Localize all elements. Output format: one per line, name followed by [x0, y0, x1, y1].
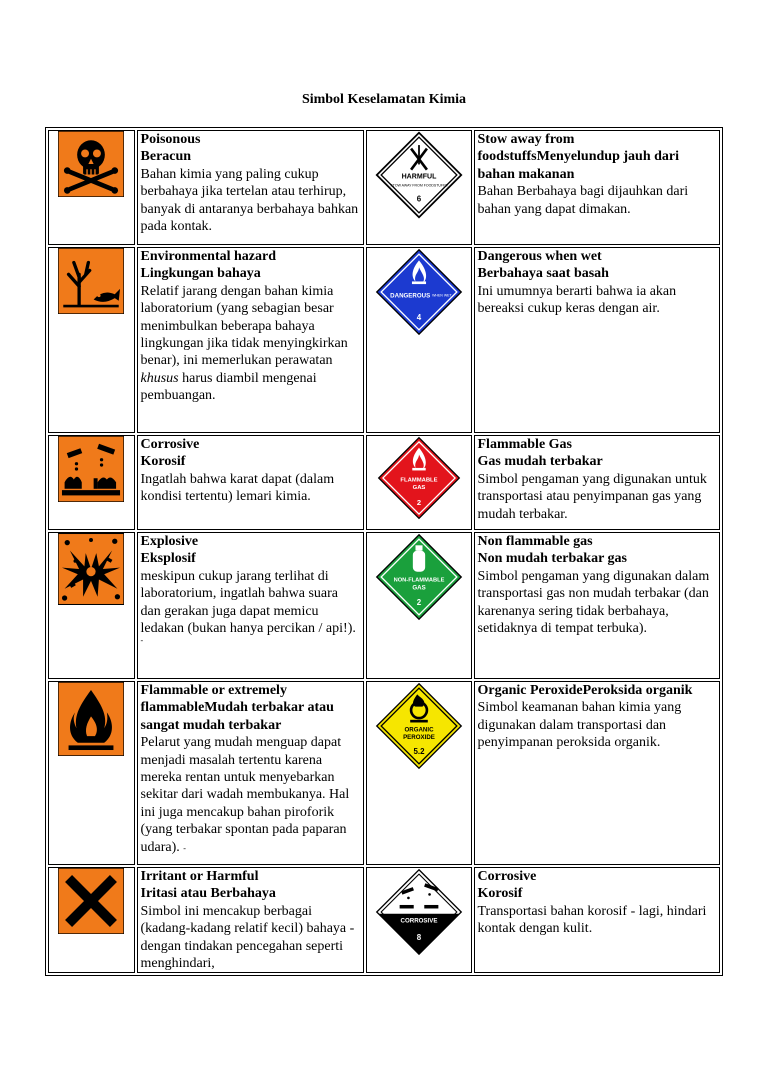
symbol-description: Bahan Berbahaya bagi dijauhkan dari bahan yang dapat dimakan. — [477, 184, 689, 217]
non-flammable-gas-symbol-cell — [366, 532, 472, 679]
diamond-label: HARMFUL — [401, 173, 437, 181]
symbol-name-en: Environmental hazard — [140, 249, 276, 264]
symbol-name-id: Eksplosif — [140, 551, 196, 567]
symbol-name-en: Non flammable gas — [477, 534, 593, 549]
corrosive-text-cell — [137, 435, 364, 530]
dangerous-when-wet-diamond-icon — [375, 248, 463, 336]
flame-icon — [58, 682, 124, 756]
symbol-description: Bahan kimia yang paling cukup berbahaya jika tertelan atau terhirup, banyak di antaranya berbahaya bahkan pada kontak. — [140, 166, 359, 235]
diamond-class-number: 2 — [416, 598, 421, 608]
symbol-description: Transportasi bahan korosif - lagi, hindari kontak dengan kulit. — [477, 903, 707, 937]
environmental-hazard-icon — [58, 248, 124, 314]
table-row — [48, 247, 720, 433]
symbol-name-id: Korosif — [477, 886, 523, 902]
flammable-gas-symbol-cell — [366, 435, 472, 530]
flammable-gas-diamond-icon — [377, 436, 461, 520]
symbol-name-en: Corrosive — [477, 869, 537, 884]
corrosive-transport-text-cell — [474, 867, 721, 973]
diamond-sublabel: PEROXIDE — [402, 734, 435, 742]
diamond-class-number: 4 — [416, 313, 421, 323]
trailing-mark: - — [183, 843, 186, 853]
diamond-label: ORGANIC — [404, 726, 434, 734]
non-flammable-gas-text-cell — [474, 532, 721, 679]
stow-away-text-cell — [474, 130, 721, 245]
organic-peroxide-diamond-icon — [375, 682, 463, 770]
corrosive-symbol-cell — [48, 435, 135, 530]
page-title: Simbol Keselamatan Kimia — [301, 92, 467, 107]
symbol-description: Simbol keamanan bahan kimia yang digunakan dalam transportasi dan penyimpanan peroksida organik. — [477, 700, 682, 751]
table-row — [48, 867, 720, 973]
non-flammable-gas-diamond-icon — [375, 533, 463, 621]
organic-peroxide-text-cell — [474, 681, 721, 865]
symbol-name-en: Flammable or extremely flammableMudah terbakar atau sangat mudah terbakar — [140, 683, 334, 733]
diamond-class-number: 5.2 — [413, 747, 425, 757]
organic-peroxide-symbol-cell — [366, 681, 472, 865]
symbol-description: meskipun cukup jarang terlihat di laboratorium, ingatlah bahwa suara dan gerakan juga dapat memicu ledakan (bukan hanya percikan / api!). — [140, 568, 356, 637]
hazard-symbol-table — [45, 127, 723, 976]
symbol-description: Simbol pengaman yang digunakan dalam transportasi gas non mudah terbakar (dan karenanya sering tidak berbahaya, setidaknya di tempat terbuka). — [477, 568, 710, 637]
harmful-stow-away-diamond-icon — [375, 131, 463, 219]
symbol-description: Ini umumnya berarti bahwa ia akan bereaksi cukup keras dengan air. — [477, 283, 677, 317]
symbol-name-id: Gas mudah terbakar — [477, 454, 603, 470]
symbol-name-en: Corrosive — [140, 437, 200, 452]
symbol-name-en: Irritant or Harmful — [140, 869, 259, 884]
poisonous-symbol-cell — [48, 130, 135, 245]
diamond-label: FLAMMABLE — [400, 477, 438, 484]
flammable-gas-text-cell — [474, 435, 721, 530]
symbol-name-en: Organic PeroxidePeroksida organik — [477, 683, 693, 698]
table-row — [48, 130, 720, 245]
dangerous-wet-text-cell — [474, 247, 721, 433]
diamond-class-number: 8 — [416, 933, 421, 943]
corrosive-diamond-icon — [375, 868, 463, 956]
diamond-sublabel: GAS — [412, 484, 426, 491]
explosive-text-cell — [137, 532, 364, 679]
irritant-text-cell — [137, 867, 364, 973]
explosive-icon — [58, 533, 124, 605]
trailing-mark: - — [140, 636, 144, 646]
flammable-symbol-cell — [48, 681, 135, 865]
symbol-name-en: Dangerous when wet — [477, 249, 602, 264]
symbol-name-id: Iritasi atau Berbahaya — [140, 886, 276, 902]
corrosive-transport-symbol-cell — [366, 867, 472, 973]
symbol-name-en: Flammable Gas — [477, 437, 572, 452]
symbol-description: Relatif jarang dengan bahan kimia laboratorium (yang sebagian besar menimbulkan beberapa bahaya lingkungan jika tidak menyingkirkan benar), ini memerlukan perawatan khusus harus diambil mengenai pembuangan. — [140, 283, 348, 404]
symbol-description: Ingatlah bahwa karat dapat (dalam kondisi tertentu) lemari kimia. — [140, 471, 335, 505]
symbol-name-en: Poisonous — [140, 132, 201, 147]
dangerous-wet-symbol-cell — [366, 247, 472, 433]
diamond-sublabel: WHEN WET — [431, 293, 452, 298]
table-row — [48, 681, 720, 865]
diamond-label: CORROSIVE — [400, 917, 438, 925]
environmental-symbol-cell — [48, 247, 135, 433]
poisonous-text-cell — [137, 130, 364, 245]
diamond-label: DANGEROUS — [389, 292, 430, 300]
harmful-symbol-cell — [366, 130, 472, 245]
table-row — [48, 435, 720, 530]
symbol-name-id: Non mudah terbakar gas — [477, 551, 627, 567]
flammable-text-cell — [137, 681, 364, 865]
corrosive-icon — [58, 436, 124, 502]
irritant-symbol-cell — [48, 867, 135, 973]
symbol-name-id: Korosif — [140, 454, 186, 470]
irritant-x-icon — [58, 868, 124, 934]
skull-crossbones-icon — [58, 131, 124, 197]
symbol-name-id: Berbahaya saat basah — [477, 266, 609, 282]
diamond-label: NON-FLAMMABLE — [393, 577, 445, 584]
diamond-sublabel: STOW AWAY FROM FOODSTUFFS — [390, 183, 448, 188]
symbol-description: Simbol ini mencakup berbagai (kadang-kadang relatif kecil) bahaya - dengan tindakan pencegahan seperti menghindari, — [140, 903, 355, 972]
symbol-name-id: Lingkungan bahaya — [140, 266, 261, 282]
explosive-symbol-cell — [48, 532, 135, 679]
table-row — [48, 532, 720, 679]
symbol-description: Simbol pengaman yang digunakan untuk transportasi atau penyimpanan gas yang mudah terbakar. — [477, 471, 707, 522]
diamond-sublabel: GAS — [412, 584, 426, 592]
symbol-name-id: Beracun — [140, 149, 192, 165]
symbol-name-en: Explosive — [140, 534, 199, 549]
diamond-class-number: 6 — [416, 194, 421, 204]
environmental-text-cell — [137, 247, 364, 433]
symbol-description: Pelarut yang mudah menguap dapat menjadi masalah tertentu karena mereka rentan untuk menyebarkan sekitar dari wadah membukanya. Hal ini juga mencakup bahan piroforik (yang terbakar spontan pada paparan udara). - — [140, 735, 350, 855]
diamond-class-number: 2 — [416, 497, 421, 507]
symbol-name-en: Stow away from foodstuffsMenyelundup jauh dari bahan makanan — [477, 132, 679, 182]
